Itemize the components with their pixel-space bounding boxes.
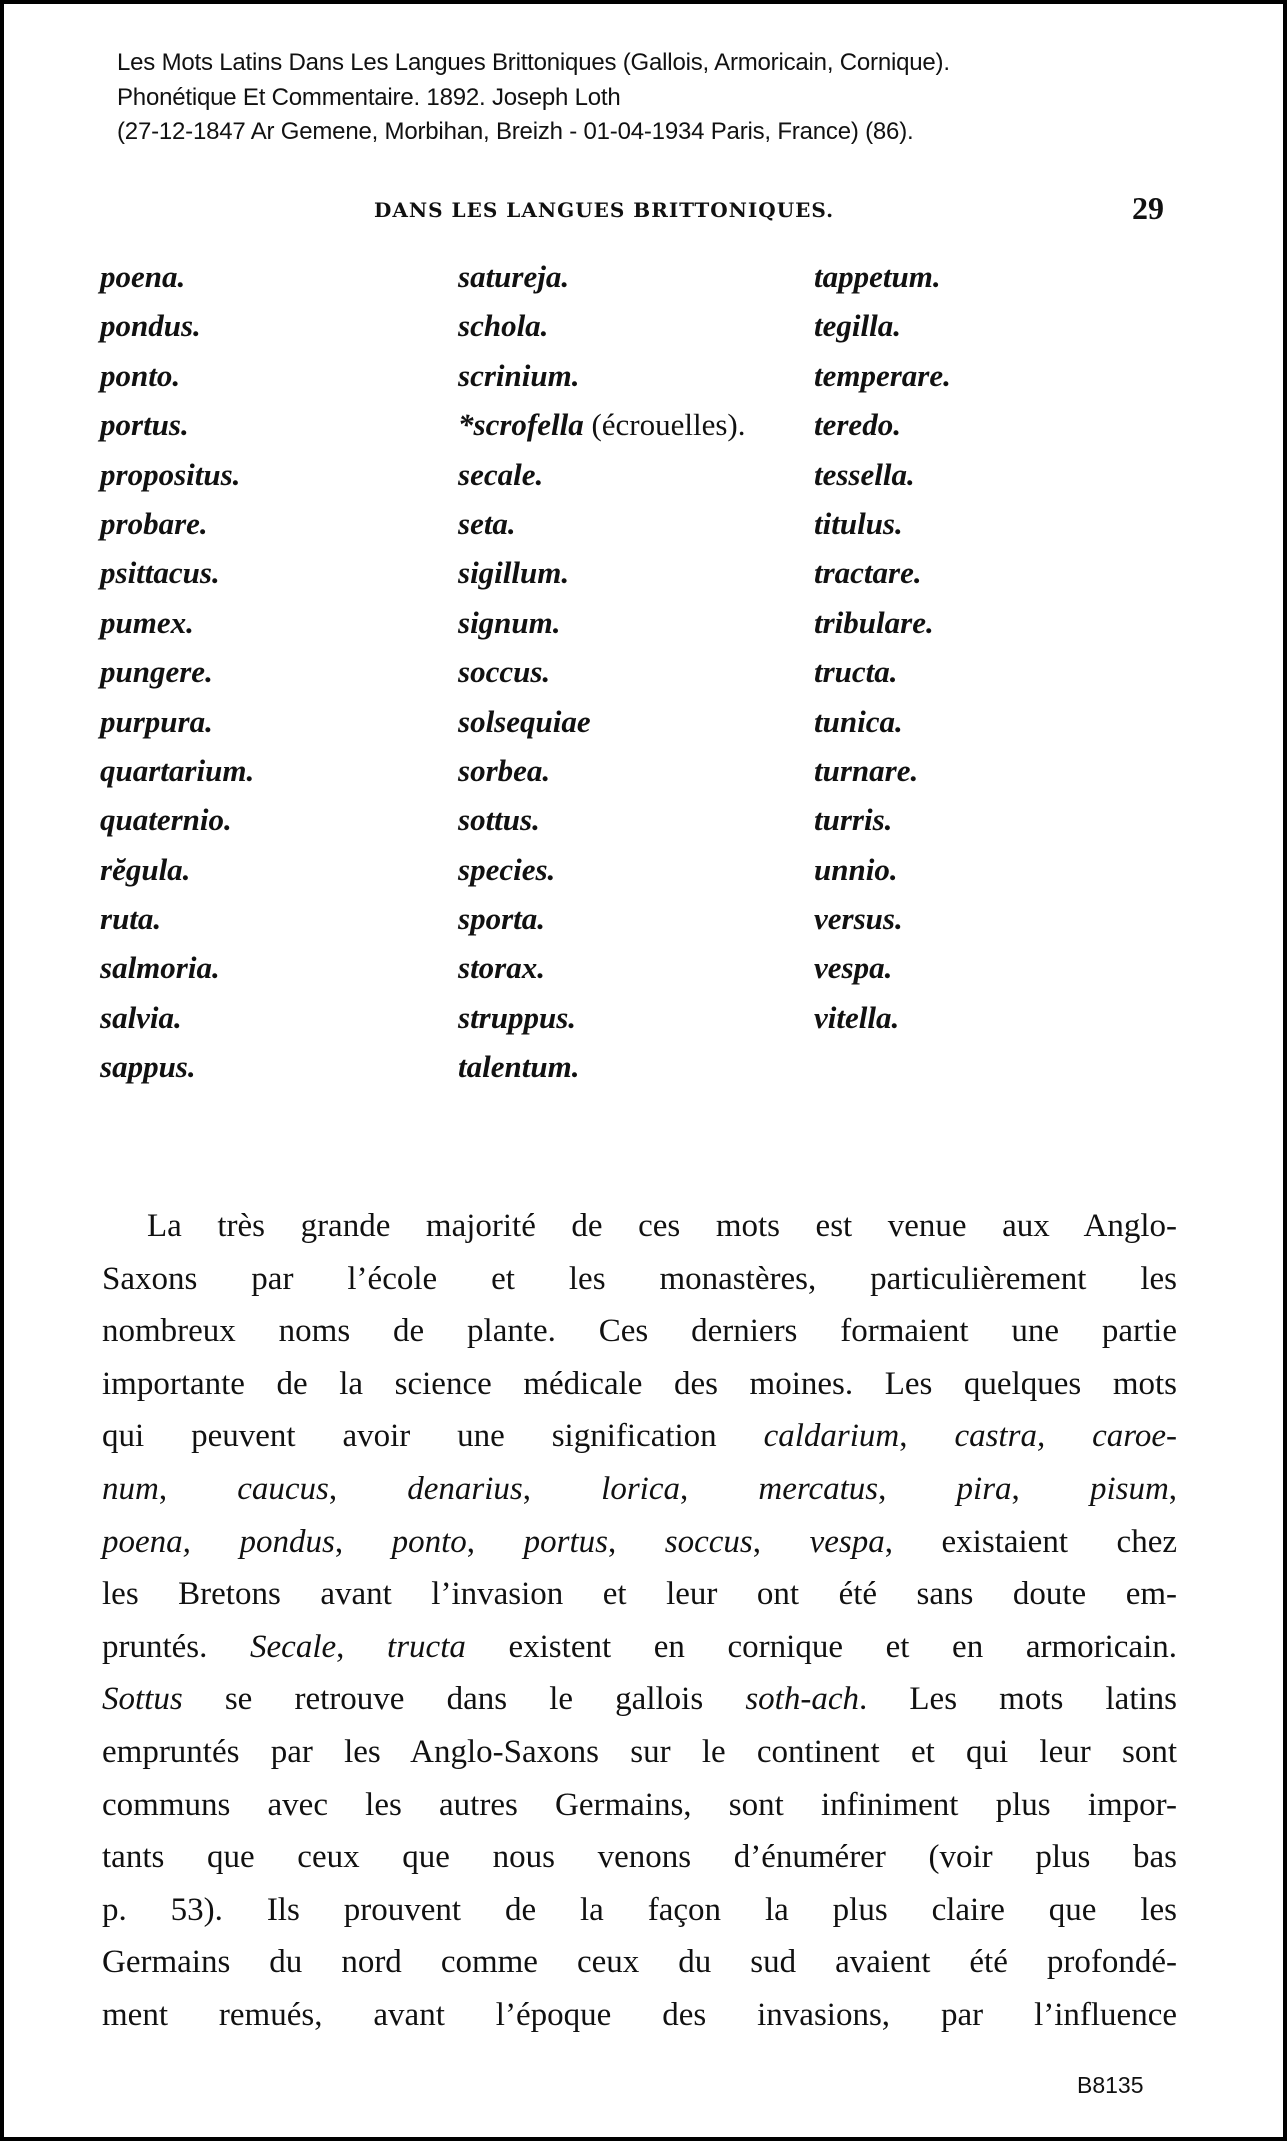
latin-word-text: titulus. [814, 505, 903, 541]
paragraph-line [102, 1568, 1177, 1621]
italic-term: Secale [250, 1628, 337, 1665]
italic-term: poena, pondus [102, 1523, 335, 1560]
latin-word [100, 499, 254, 548]
latin-word-text: secale. [458, 456, 544, 492]
latin-word-text: sottus. [458, 802, 540, 838]
latin-word-text: pungere. [100, 654, 213, 690]
text-run: p. 53). Ils prouvent de la façon la plus claire que les [102, 1891, 1177, 1928]
latin-word-text: quartarium. [100, 752, 255, 788]
italic-term: castra, caroe- [954, 1418, 1177, 1455]
latin-word [814, 400, 951, 449]
latin-word [814, 894, 951, 943]
latin-word-text: turris. [814, 802, 893, 838]
latin-word-text: sorbea. [458, 752, 551, 788]
text-run: se retrouve dans le gallois [182, 1681, 746, 1718]
latin-word [100, 795, 254, 844]
latin-word-text: storax. [458, 950, 545, 986]
latin-word-text: species. [458, 851, 556, 887]
italic-term: denarius [407, 1470, 523, 1507]
latin-word [814, 499, 951, 548]
latin-word [100, 252, 254, 301]
italic-term: caucus [237, 1470, 329, 1507]
text-run: , [607, 1523, 665, 1560]
text-run: , [522, 1470, 602, 1507]
text-run: , [158, 1470, 238, 1507]
latin-word-text: pondus. [100, 308, 201, 344]
italic-term: soth-ach [745, 1681, 859, 1718]
italic-term: mercatus [758, 1470, 879, 1507]
latin-word-text: quaternio. [100, 802, 232, 838]
text-run: , [1011, 1470, 1090, 1507]
text-run: , [1168, 1470, 1178, 1507]
latin-word-text: unnio. [814, 851, 898, 887]
latin-word [814, 548, 951, 597]
paragraph-line [102, 1726, 1177, 1779]
paragraph-line [102, 1253, 1177, 1306]
latin-word [814, 993, 951, 1042]
paragraph-line [102, 1463, 1177, 1516]
catalog-code: B8135 [1077, 2072, 1144, 2098]
paragraph-line [102, 1358, 1177, 1411]
latin-word-text: propositus. [100, 456, 241, 492]
italic-term: num [102, 1470, 159, 1507]
latin-word-text: tappetum. [814, 259, 941, 294]
paragraph-line [102, 1884, 1177, 1937]
paragraph-line [102, 1989, 1177, 2042]
latin-word-text: struppus. [458, 999, 577, 1035]
paragraph-line [102, 1200, 1177, 1253]
paragraph-line [102, 1305, 1177, 1358]
latin-word [814, 598, 951, 647]
text-run: tants que ceux que nous venons d’énumérer (voir plus bas [102, 1839, 1177, 1876]
latin-word [458, 598, 746, 647]
latin-word [458, 548, 746, 597]
page-number: 29 [1132, 190, 1164, 226]
latin-word [100, 548, 254, 597]
body-paragraph [102, 1200, 1177, 2042]
latin-word [100, 647, 254, 696]
latin-word [458, 746, 746, 795]
paragraph-line [102, 1673, 1177, 1726]
text-run: La très grande majorité de ces mots est venue aux Anglo- [147, 1208, 1177, 1244]
word-column-2 [458, 252, 746, 1092]
latin-word-text: signum. [458, 604, 561, 640]
latin-word-text: vespa. [814, 950, 893, 986]
caption-line: Les Mots Latins Dans Les Langues Brittoniques (Gallois, Armoricain, Cornique). [117, 49, 950, 76]
italic-term: lorica [601, 1470, 680, 1507]
text-run: , [679, 1470, 759, 1507]
latin-word-text: sigillum. [458, 555, 570, 591]
latin-word [100, 301, 254, 350]
text-run: , [334, 1523, 392, 1560]
latin-word [458, 993, 746, 1042]
latin-word [458, 795, 746, 844]
text-run: qui peuvent avoir une signification [102, 1418, 764, 1455]
paragraph-line [102, 1410, 1177, 1463]
italic-term: portus [523, 1523, 608, 1560]
latin-word [814, 351, 951, 400]
latin-word [100, 598, 254, 647]
text-run: pruntés. [102, 1628, 251, 1665]
latin-word-text: sporta. [458, 901, 545, 937]
italic-term: vespa [809, 1523, 885, 1560]
latin-word [100, 845, 254, 894]
latin-word-text: teredo. [814, 407, 901, 443]
latin-word [814, 252, 951, 301]
latin-word [458, 894, 746, 943]
latin-word [100, 697, 254, 746]
paragraph-line [102, 1516, 1177, 1569]
latin-word [100, 943, 254, 992]
text-run: Saxons par l’école et les monastères, particulièrement les [102, 1260, 1177, 1297]
latin-word [100, 351, 254, 400]
text-run: , existaient chez [884, 1523, 1177, 1560]
latin-word [458, 697, 746, 746]
latin-word-text: tribulare. [814, 604, 934, 640]
latin-word-text: tegilla. [814, 308, 901, 344]
latin-word [814, 697, 951, 746]
latin-word-text: tractare. [814, 555, 922, 591]
italic-term: caldarium [763, 1418, 900, 1455]
latin-word [458, 450, 746, 499]
text-run: existent en cornique et en armoricain. [465, 1628, 1177, 1665]
latin-word [458, 499, 746, 548]
word-column-1 [100, 252, 254, 1092]
text-run: empruntés par les Anglo-Saxons sur le continent et qui leur sont [102, 1733, 1177, 1770]
caption-line: Phonétique Et Commentaire. 1892. Joseph Loth [117, 83, 621, 111]
latin-word-text: poena. [100, 259, 186, 294]
latin-word [100, 450, 254, 499]
italic-term: pira [956, 1470, 1012, 1507]
latin-word [458, 943, 746, 992]
latin-word-text: tructa. [814, 654, 898, 690]
latin-word [814, 795, 951, 844]
paragraph-line [102, 1779, 1177, 1832]
word-column-3 [814, 252, 951, 1042]
latin-word-text: *scrofella [458, 407, 584, 443]
latin-word-text: satureja. [458, 259, 570, 294]
latin-word-text: talentum. [458, 1049, 580, 1085]
text-run: , [328, 1470, 408, 1507]
latin-word-text: seta. [458, 505, 516, 541]
latin-word-text: sappus. [100, 1049, 196, 1085]
latin-word [814, 746, 951, 795]
latin-word [814, 845, 951, 894]
latin-word-text: soccus. [458, 654, 551, 690]
latin-word-text: salvia. [100, 999, 182, 1035]
latin-word [458, 647, 746, 696]
latin-word-text: temperare. [814, 357, 951, 393]
latin-word [458, 400, 746, 449]
paragraph-line [102, 1621, 1177, 1674]
latin-word-text: ruta. [100, 901, 162, 937]
latin-word-text: salmoria. [100, 950, 220, 986]
latin-word-text: versus. [814, 901, 903, 937]
latin-word [100, 400, 254, 449]
latin-word-text: vitella. [814, 999, 900, 1035]
latin-word-text: purpura. [100, 703, 213, 739]
latin-word-text: ponto. [100, 357, 181, 393]
running-head: DANS LES LANGUES BRITTONIQUES. [374, 198, 835, 222]
italic-term: pisum [1089, 1470, 1169, 1507]
latin-word-text: tessella. [814, 456, 915, 492]
latin-word [458, 301, 746, 350]
text-run: . Les mots latins [858, 1681, 1178, 1718]
text-run: les Bretons avant l’invasion et leur ont été sans doute em- [102, 1576, 1177, 1613]
latin-word-text: turnare. [814, 752, 919, 788]
text-run: , [466, 1523, 524, 1560]
latin-word-text: portus. [100, 407, 189, 443]
italic-term: ponto [391, 1523, 467, 1560]
latin-word [100, 894, 254, 943]
latin-word [458, 252, 746, 301]
latin-word [458, 351, 746, 400]
latin-word [100, 993, 254, 1042]
paragraph-line [102, 1936, 1177, 1989]
text-run: , [878, 1470, 957, 1507]
italic-term: Sottus [102, 1681, 183, 1718]
text-run: importante de la science médicale des moines. Les quelques mots [102, 1365, 1177, 1402]
text-run: communs avec les autres Germains, sont infiniment plus impor- [102, 1786, 1177, 1823]
latin-word [458, 1042, 746, 1091]
word-gloss: (écrouelles). [583, 407, 746, 443]
latin-word-text: rĕgula. [100, 851, 191, 887]
latin-word-text: scrinium. [458, 357, 580, 393]
paragraph-line [102, 1831, 1177, 1884]
latin-word [814, 647, 951, 696]
text-run: ment remués, avant l’époque des invasions, par l’influence [102, 1996, 1177, 2033]
latin-word [100, 1042, 254, 1091]
text-run: , [899, 1418, 955, 1455]
latin-word [100, 746, 254, 795]
latin-word-text: schola. [458, 308, 549, 344]
latin-word [458, 845, 746, 894]
latin-word-text: psittacus. [100, 555, 220, 591]
caption-line: (27-12-1847 Ar Gemene, Morbihan, Breizh - 01-04-1934 Paris, France) (86). [117, 118, 914, 145]
latin-word-text: solsequiae [458, 703, 591, 739]
latin-word [814, 450, 951, 499]
text-run: , [336, 1628, 388, 1665]
book-caption [117, 46, 950, 150]
italic-term: tructa [387, 1628, 466, 1665]
text-run: nombreux noms de plante. Ces derniers formaient une partie [102, 1313, 1177, 1350]
latin-word-text: tunica. [814, 703, 903, 739]
text-run: , [752, 1523, 810, 1560]
latin-word-text: pumex. [100, 604, 194, 640]
text-run: Germains du nord comme ceux du sud avaient été profondé- [102, 1944, 1177, 1981]
latin-word [814, 301, 951, 350]
latin-word-text: probare. [100, 505, 208, 541]
italic-term: soccus [664, 1523, 753, 1560]
latin-word [814, 943, 951, 992]
